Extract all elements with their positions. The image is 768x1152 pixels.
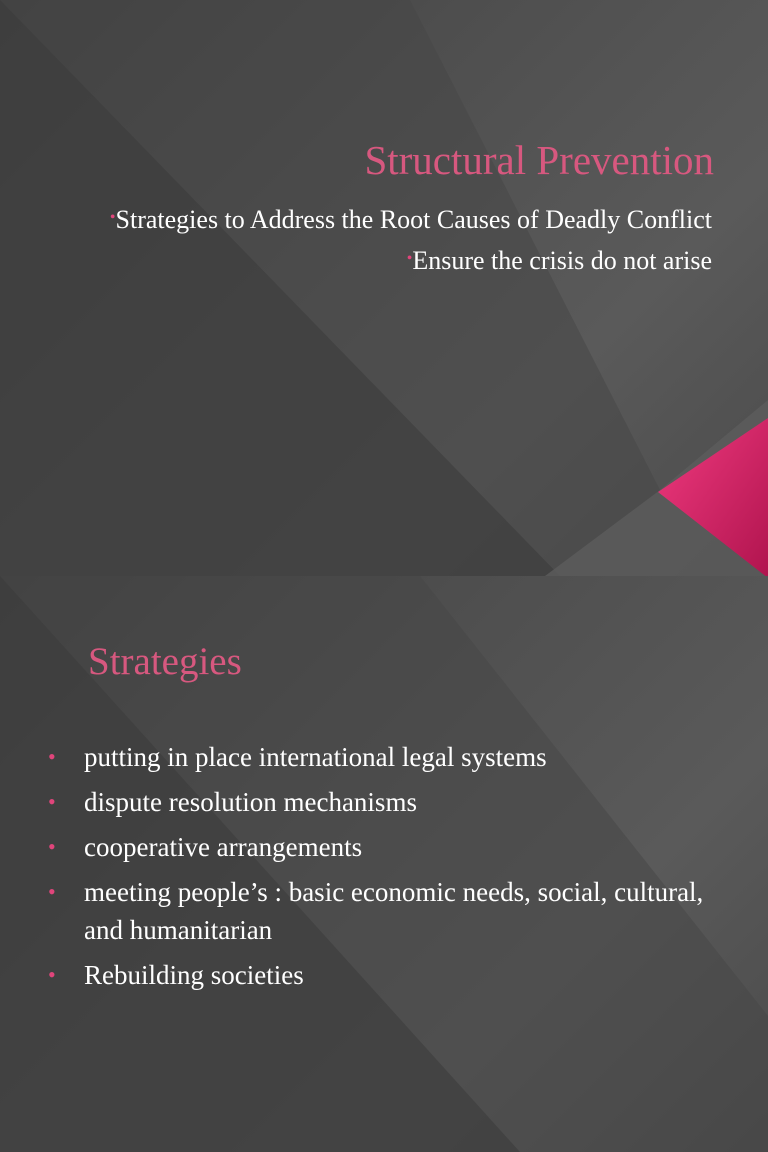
list-item: • Rebuilding societies [48, 956, 728, 994]
strategy-list [48, 738, 728, 1001]
slide-title: Strategies [88, 640, 242, 683]
subtitle-points [62, 198, 712, 280]
bullet-dot-icon: • [48, 879, 56, 904]
bullet-dot-icon: • [48, 834, 56, 859]
bullet-dot-icon: • [48, 962, 56, 987]
slide-title: Structural Prevention [364, 137, 714, 183]
bullet-dot-icon: • [48, 789, 56, 814]
bullet-dot-icon: • [109, 209, 116, 226]
list-item: • dispute resolution mechanisms [48, 783, 728, 821]
subtitle-point: •Strategies to Address the Root Causes of Deadly Conflict [109, 205, 712, 234]
subtitle-point: •Ensure the crisis do not arise [406, 246, 712, 275]
slide-strategies [0, 576, 768, 1152]
bullet-dot-icon: • [406, 250, 413, 267]
list-item: • putting in place international legal systems [48, 738, 728, 776]
bullet-dot-icon: • [48, 744, 56, 769]
list-item: • cooperative arrangements [48, 828, 728, 866]
list-item: • meeting people’s : basic economic needs, social, cultural, and humanitarian [48, 873, 728, 949]
